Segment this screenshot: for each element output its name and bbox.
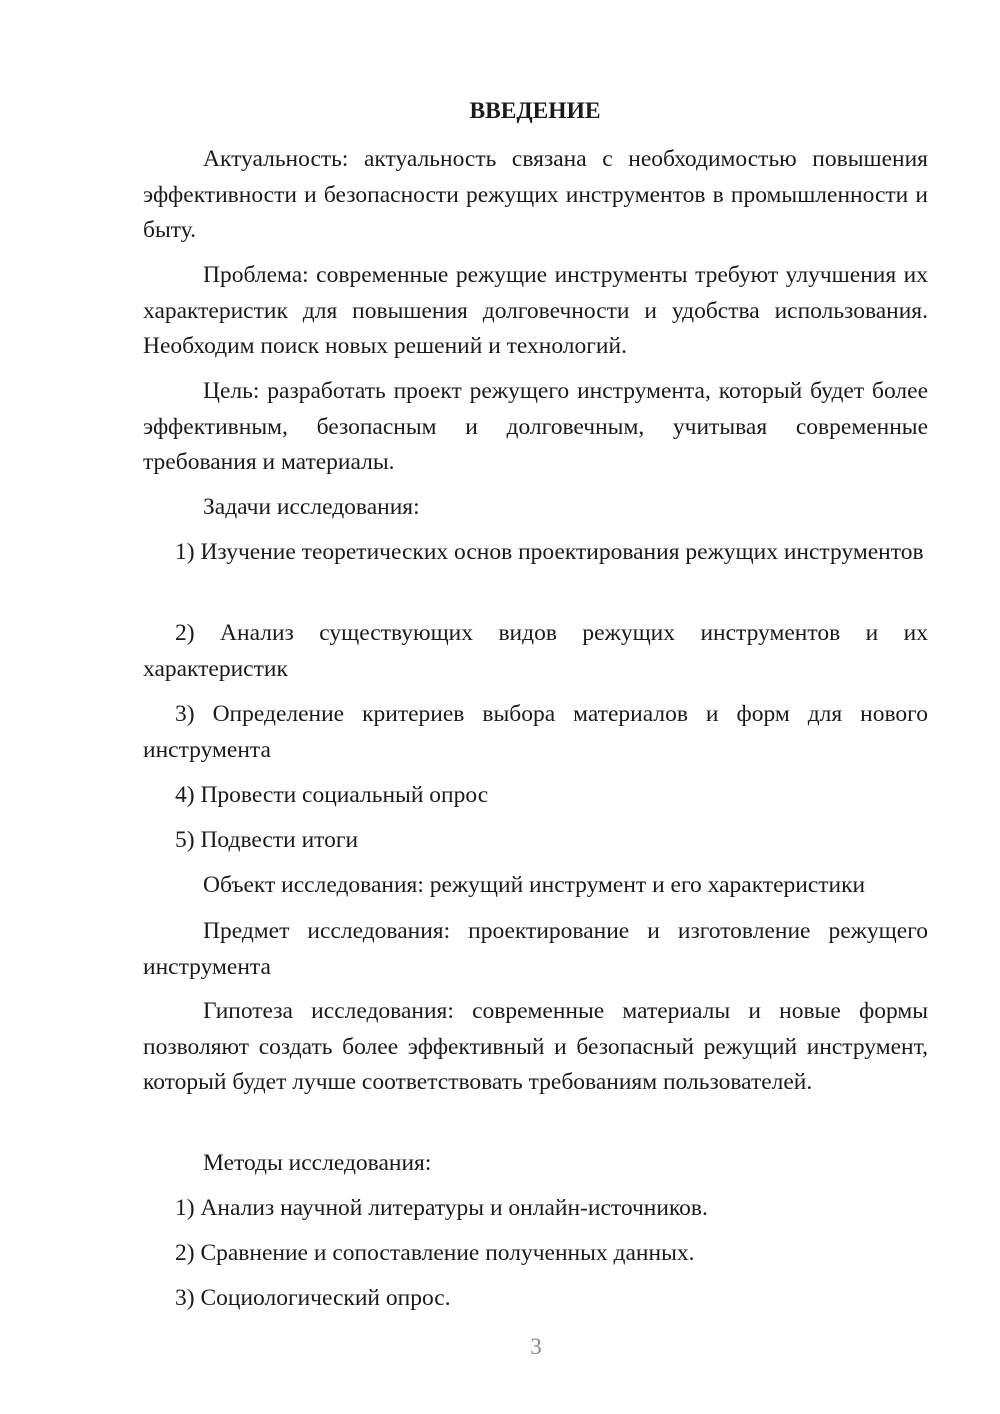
method-item-1: 1) Анализ научной литературы и онлайн-источников. [175,1195,708,1221]
paragraph-methods-heading: Методы исследования: [203,1150,432,1176]
method-item-3: 3) Социологический опрос. [175,1285,451,1311]
paragraph-tasks-heading: Задачи исследования: [203,494,420,520]
task-item-5: 5) Подвести итоги [175,827,359,853]
paragraph-relevance: Актуальность: актуальность связана с необходимостью повышения эффективности и безопасности режущих инструментов в промышленности и быту. [143,146,928,243]
paragraph-hypothesis: Гипотеза исследования: современные материалы и новые формы позволяют создать более эффективный и безопасный режущий инструмент, который будет лучше соответствовать требованиям пользователей. [143,998,928,1095]
paragraph-subject: Предмет исследования: проектирование и изготовление режущего инструмента [143,918,928,980]
paragraph-problem: Проблема: современные режущие инструменты требуют улучшения их характеристик для повышения долговечности и удобства использования. Необходим поиск новых решений и технологий. [143,262,928,359]
task-item-4: 4) Провести социальный опрос [175,782,489,808]
paragraph-object: Объект исследования: режущий инструмент и его характеристики [203,872,866,898]
method-item-2: 2) Сравнение и сопоставление полученных данных. [175,1240,695,1266]
task-item-1: 1) Изучение теоретических основ проектирования режущих инструментов [175,539,924,565]
page-title: ВВЕДЕНИЕ [469,98,601,124]
task-item-2: 2) Анализ существующих видов режущих инструментов и их характеристик [143,620,928,682]
paragraph-goal: Цель: разработать проект режущего инструмента, который будет более эффективным, безопасным и долговечным, учитывая современные требования и материалы. [143,378,928,475]
page-number: 3 [530,1334,542,1359]
task-item-3: 3) Определение критериев выбора материалов и форм для нового инструмента [143,701,928,763]
